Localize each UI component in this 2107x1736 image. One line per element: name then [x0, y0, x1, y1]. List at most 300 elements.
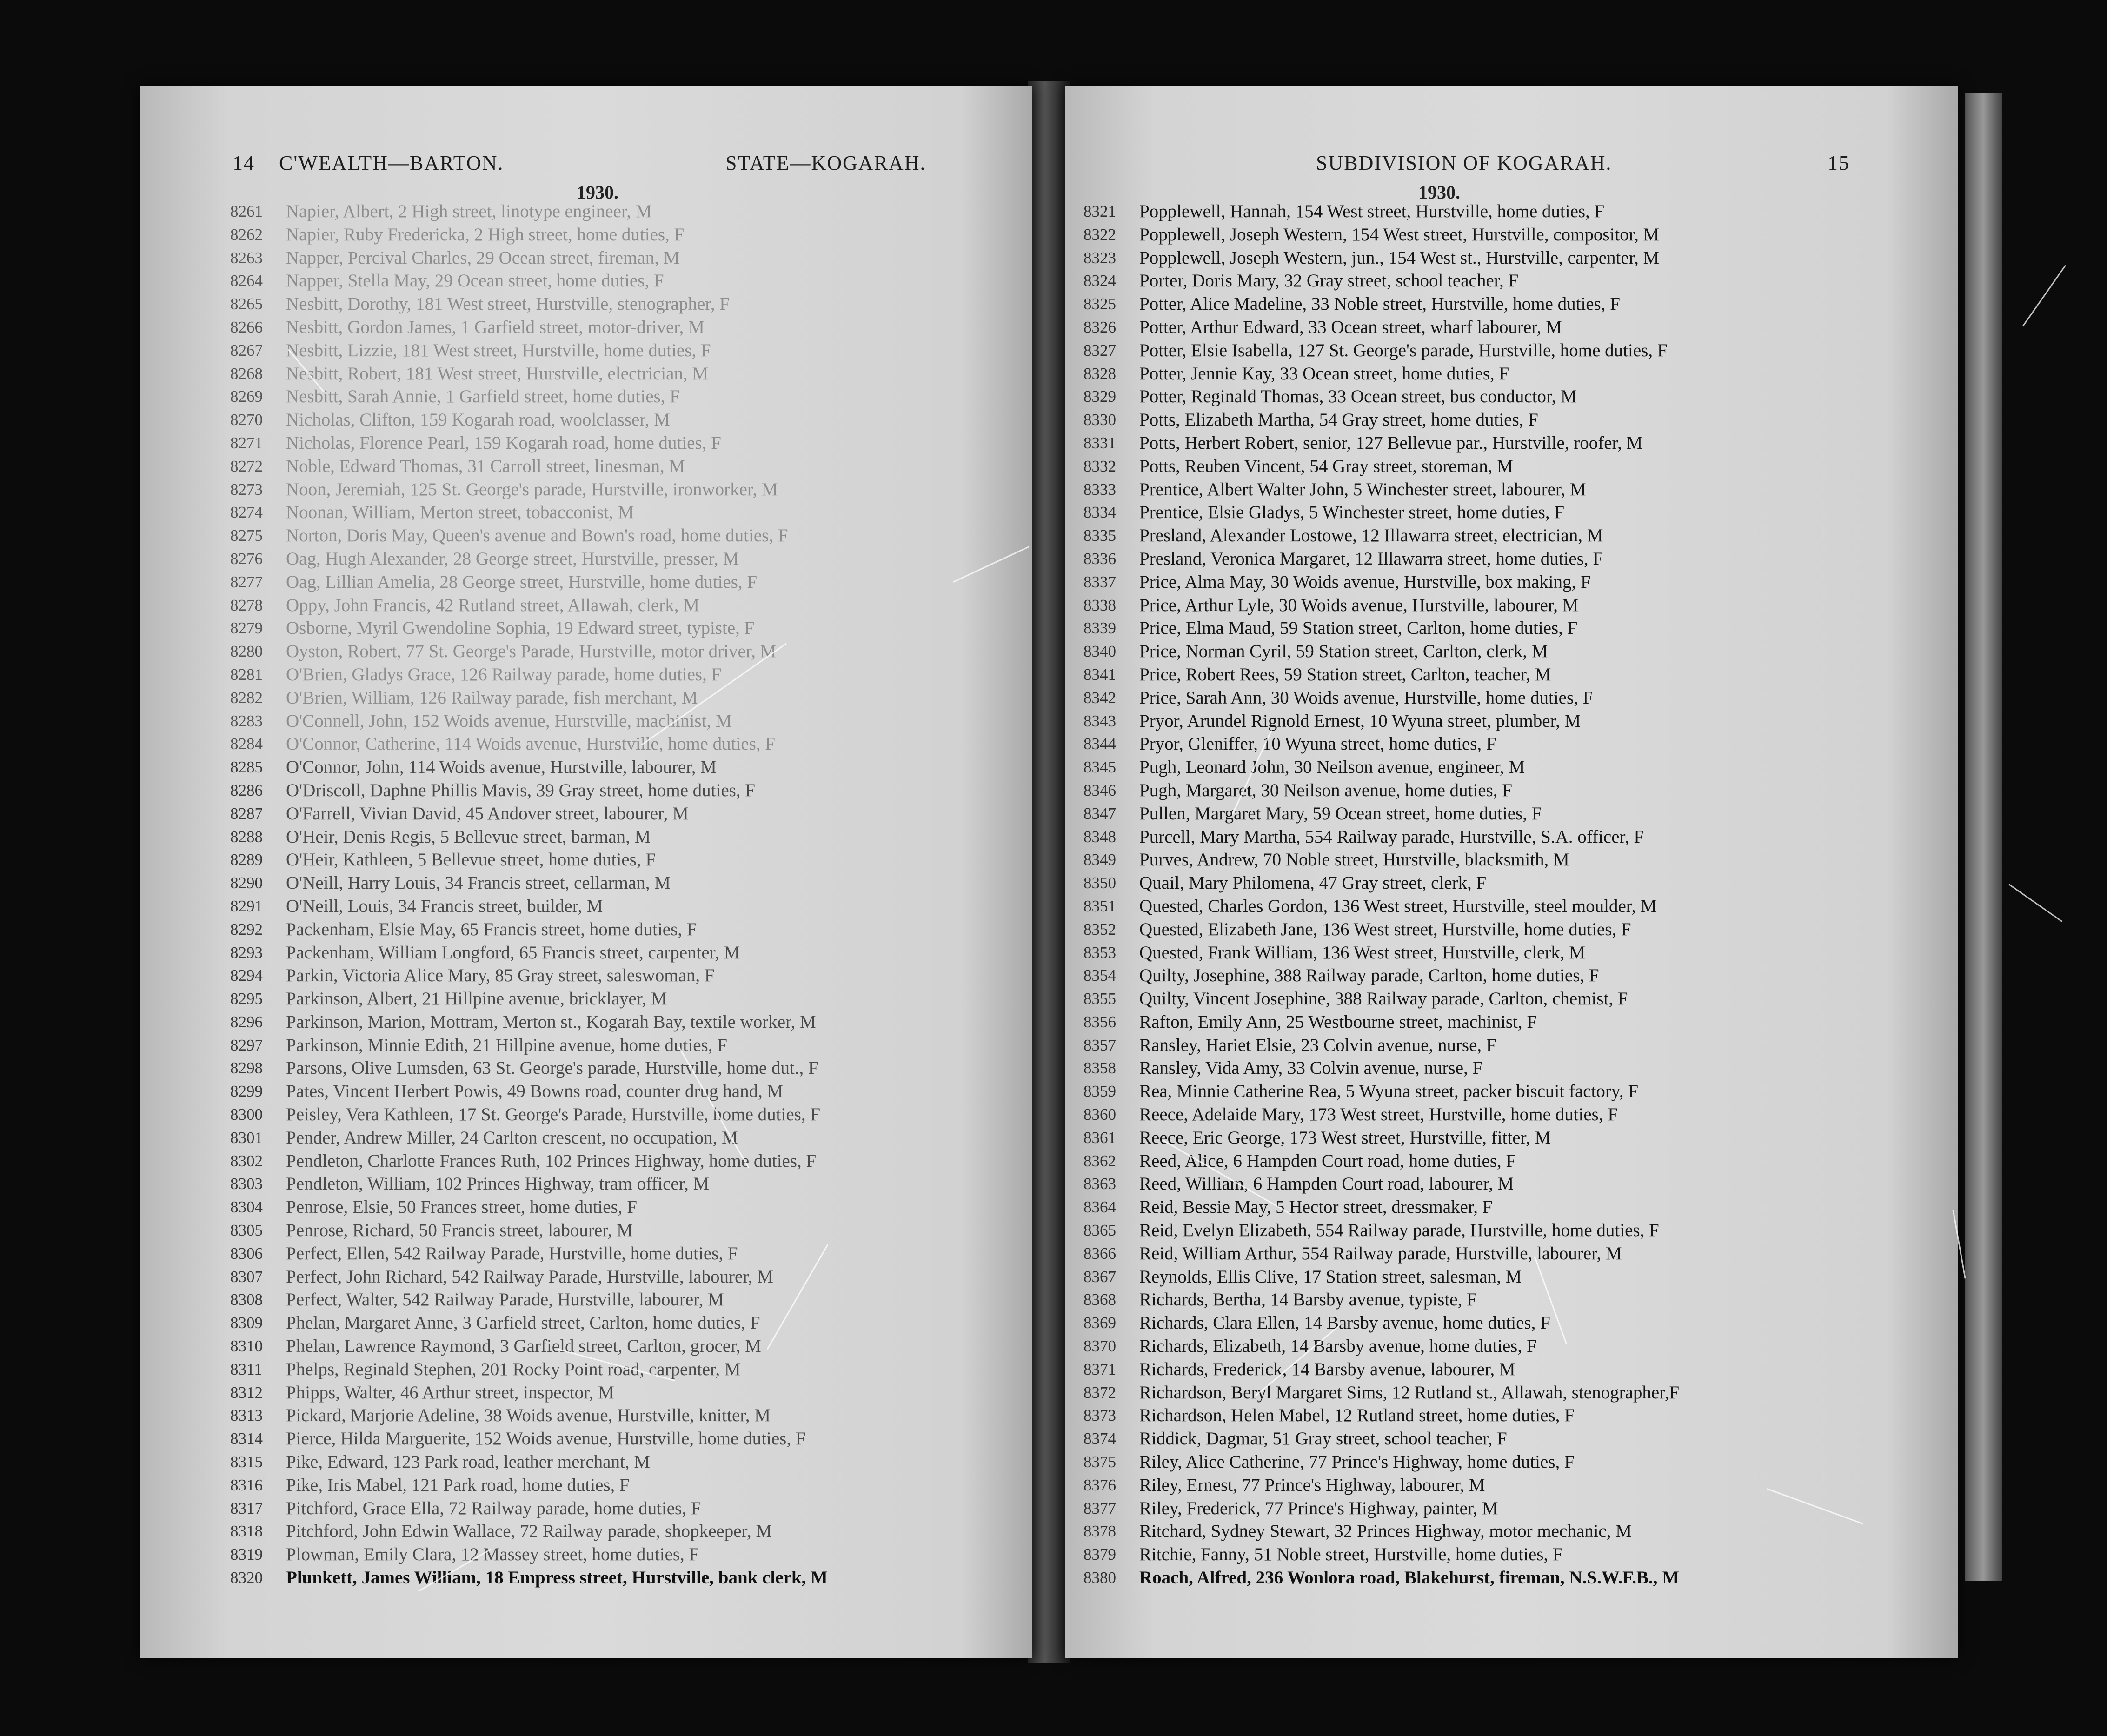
elector-entry	[140, 710, 1032, 733]
entry-number: 8264	[230, 272, 263, 290]
entry-number: 8306	[230, 1244, 263, 1263]
entry-number: 8311	[230, 1360, 262, 1378]
elector-entry	[1065, 1219, 1958, 1242]
entry-number: 8373	[1083, 1406, 1116, 1425]
elector-entry	[1065, 547, 1958, 571]
elector-entry	[1065, 455, 1958, 478]
entry-text: Potter, Elsie Isabella, 127 St. George's parade, Hurstville, home duties, F	[1139, 340, 1668, 360]
entry-number: 8282	[230, 688, 263, 707]
entry-text: Nesbitt, Robert, 181 West street, Hurstville, electrician, M	[286, 363, 709, 384]
entry-number: 8342	[1083, 688, 1116, 707]
entry-number: 8367	[1083, 1267, 1116, 1286]
elector-entry	[140, 895, 1032, 918]
entry-number: 8292	[230, 920, 263, 938]
entry-text: Potts, Elizabeth Martha, 54 Gray street, home duties, F	[1139, 410, 1538, 430]
elector-entry	[140, 339, 1032, 362]
elector-entry	[1065, 1474, 1958, 1497]
entry-number: 8363	[1083, 1175, 1116, 1193]
entry-text: Price, Alma May, 30 Woids avenue, Hurstville, box making, F	[1139, 572, 1591, 592]
entry-number: 8273	[230, 480, 263, 499]
elector-entry	[1065, 408, 1958, 432]
entry-text: Plunkett, James William, 18 Empress street, Hurstville, bank clerk, M	[286, 1568, 828, 1588]
entry-text: Roach, Alfred, 236 Wonlora road, Blakehurst, fireman, N.S.W.F.B., M	[1139, 1568, 1680, 1588]
entry-text: Oppy, John Francis, 42 Rutland street, Allawah, clerk, M	[286, 595, 699, 615]
entry-text: Riley, Ernest, 77 Prince's Highway, labourer, M	[1139, 1475, 1485, 1495]
entry-text: Pugh, Margaret, 30 Neilson avenue, home duties, F	[1139, 780, 1512, 800]
elector-entry	[140, 1427, 1032, 1450]
entry-text: Phelan, Margaret Anne, 3 Garfield street, Carlton, home duties, F	[286, 1313, 760, 1333]
entry-text: Richards, Clara Ellen, 14 Barsby avenue, home duties, F	[1139, 1313, 1550, 1333]
entry-number: 8333	[1083, 480, 1116, 499]
entry-text: Pender, Andrew Miller, 24 Carlton crescent, no occupation, M	[286, 1127, 738, 1148]
elector-entry	[1065, 594, 1958, 617]
elector-entry	[140, 1011, 1032, 1034]
entry-text: Quested, Charles Gordon, 136 West street, Hurstville, steel moulder, M	[1139, 896, 1657, 916]
entry-number: 8263	[230, 248, 263, 267]
entry-text: Perfect, John Richard, 542 Railway Parade, Hurstville, labourer, M	[286, 1266, 773, 1287]
entry-number: 8285	[230, 758, 263, 777]
entry-text: Reynolds, Ellis Clive, 17 Station street, salesman, M	[1139, 1266, 1522, 1287]
elector-entry	[1065, 316, 1958, 339]
entry-text: Pitchford, John Edwin Wallace, 72 Railway parade, shopkeeper, M	[286, 1521, 772, 1542]
elector-entry	[140, 594, 1032, 617]
entry-number: 8336	[1083, 549, 1116, 568]
entry-text: O'Heir, Denis Regis, 5 Bellevue street, barman, M	[286, 826, 651, 847]
elector-entry	[1065, 802, 1958, 825]
elector-entry	[140, 501, 1032, 524]
entry-text: Reid, William Arthur, 554 Railway parade, Hurstville, labourer, M	[1139, 1243, 1622, 1264]
elector-entry	[1065, 1381, 1958, 1404]
entry-number: 8366	[1083, 1244, 1116, 1263]
entry-text: Potter, Alice Madeline, 33 Noble street, Hurstville, home duties, F	[1139, 294, 1620, 314]
entry-number: 8286	[230, 781, 263, 799]
entry-text: Ritchie, Fanny, 51 Noble street, Hurstville, home duties, F	[1139, 1544, 1563, 1565]
elector-entry	[140, 1543, 1032, 1566]
entry-number: 8372	[1083, 1383, 1116, 1402]
entry-text: Porter, Doris Mary, 32 Gray street, school teacher, F	[1139, 271, 1519, 291]
entry-number: 8379	[1083, 1545, 1116, 1564]
entry-number: 8304	[230, 1198, 263, 1217]
entry-text: Perfect, Ellen, 542 Railway Parade, Hurstville, home duties, F	[286, 1243, 738, 1264]
elector-entry	[140, 1381, 1032, 1404]
entry-number: 8308	[230, 1290, 263, 1309]
entry-text: Popplewell, Joseph Western, 154 West street, Hurstville, compositor, M	[1139, 224, 1660, 245]
entry-number: 8368	[1083, 1290, 1116, 1309]
entry-number: 8348	[1083, 827, 1116, 846]
entry-text: Plowman, Emily Clara, 12 Massey street, home duties, F	[286, 1544, 699, 1565]
entry-text: Parkinson, Albert, 21 Hillpine avenue, bricklayer, M	[286, 989, 667, 1009]
elector-list	[140, 200, 1032, 1590]
elector-entry	[1065, 1126, 1958, 1150]
entry-number: 8284	[230, 735, 263, 753]
elector-entry	[140, 293, 1032, 316]
elector-entry	[140, 269, 1032, 293]
elector-entry	[140, 547, 1032, 571]
elector-entry	[1065, 663, 1958, 686]
elector-entry	[140, 1335, 1032, 1358]
entry-number: 8320	[230, 1569, 263, 1587]
entry-number: 8343	[1083, 712, 1116, 730]
left-page-header	[140, 151, 1032, 184]
elector-entry	[140, 200, 1032, 223]
entry-text: O'Connell, John, 152 Woids avenue, Hurstville, machinist, M	[286, 711, 732, 731]
entry-number: 8378	[1083, 1522, 1116, 1541]
entry-text: O'Heir, Kathleen, 5 Bellevue street, home duties, F	[286, 850, 656, 870]
entry-number: 8352	[1083, 920, 1116, 938]
entry-number: 8283	[230, 712, 263, 730]
entry-number: 8303	[230, 1175, 263, 1193]
elector-entry	[140, 1265, 1032, 1289]
elector-entry	[140, 571, 1032, 594]
elector-entry	[140, 941, 1032, 964]
entry-number: 8313	[230, 1406, 263, 1425]
entry-text: Presland, Veronica Margaret, 12 Illawarra street, home duties, F	[1139, 548, 1603, 569]
entry-number: 8300	[230, 1105, 263, 1124]
elector-entry	[1065, 871, 1958, 895]
entry-text: Richardson, Beryl Margaret Sims, 12 Rutland st., Allawah, stenographer,F	[1139, 1382, 1680, 1403]
entry-number: 8265	[230, 295, 263, 313]
entry-text: Purves, Andrew, 70 Noble street, Hurstville, blacksmith, M	[1139, 850, 1569, 870]
elector-entry	[140, 1450, 1032, 1474]
entry-text: Reid, Evelyn Elizabeth, 554 Railway parade, Hurstville, home duties, F	[1139, 1220, 1659, 1241]
entry-number: 8324	[1083, 272, 1116, 290]
entry-text: Potts, Reuben Vincent, 54 Gray street, storeman, M	[1139, 456, 1513, 476]
elector-entry	[1065, 964, 1958, 987]
elector-entry	[1065, 269, 1958, 293]
entry-text: O'Connor, John, 114 Woids avenue, Hurstville, labourer, M	[286, 757, 717, 778]
entry-number: 8319	[230, 1545, 263, 1564]
elector-entry	[140, 918, 1032, 941]
entry-text: Richards, Elizabeth, 14 Barsby avenue, home duties, F	[1139, 1336, 1537, 1357]
entry-text: Price, Arthur Lyle, 30 Woids avenue, Hurstville, labourer, M	[1139, 595, 1579, 615]
entry-number: 8318	[230, 1522, 263, 1541]
entry-text: Packenham, Elsie May, 65 Francis street, home duties, F	[286, 919, 697, 939]
entry-number: 8330	[1083, 411, 1116, 429]
entry-number: 8362	[1083, 1151, 1116, 1170]
entry-number: 8288	[230, 827, 263, 846]
entry-number: 8354	[1083, 966, 1116, 985]
entry-number: 8270	[230, 411, 263, 429]
entry-number: 8371	[1083, 1360, 1116, 1378]
elector-entry	[140, 802, 1032, 825]
elector-entry	[140, 1080, 1032, 1103]
elector-entry	[1065, 617, 1958, 640]
entry-number: 8376	[1083, 1476, 1116, 1494]
entry-number: 8298	[230, 1059, 263, 1078]
entry-text: Riley, Alice Catherine, 77 Prince's Highway, home duties, F	[1139, 1452, 1575, 1472]
entry-text: O'Farrell, Vivian David, 45 Andover street, labourer, M	[286, 803, 689, 824]
elector-entry	[140, 478, 1032, 501]
entry-number: 8338	[1083, 596, 1116, 614]
elector-entry	[1065, 640, 1958, 663]
entry-text: Ransley, Hariet Elsie, 23 Colvin avenue, nurse, F	[1139, 1035, 1496, 1055]
entry-number: 8341	[1083, 665, 1116, 684]
elector-entry	[140, 408, 1032, 432]
entry-number: 8307	[230, 1267, 263, 1286]
elector-entry	[140, 316, 1032, 339]
entry-text: Potter, Jennie Kay, 33 Ocean street, home duties, F	[1139, 363, 1509, 384]
entry-text: Packenham, William Longford, 65 Francis street, carpenter, M	[286, 942, 740, 963]
entry-number: 8332	[1083, 457, 1116, 475]
elector-entry	[140, 1242, 1032, 1265]
entry-text: Phipps, Walter, 46 Arthur street, inspector, M	[286, 1382, 614, 1403]
elector-entry	[140, 1103, 1032, 1126]
entry-number: 8328	[1083, 364, 1116, 383]
elector-entry	[1065, 501, 1958, 524]
entry-text: Pierce, Hilda Marguerite, 152 Woids avenue, Hurstville, home duties, F	[286, 1429, 806, 1449]
entry-number: 8369	[1083, 1314, 1116, 1332]
elector-entry	[1065, 1196, 1958, 1219]
entry-text: Quail, Mary Philomena, 47 Gray street, clerk, F	[1139, 873, 1487, 893]
elector-entry	[140, 617, 1032, 640]
entry-number: 8271	[230, 433, 263, 452]
entry-text: Riley, Frederick, 77 Prince's Highway, painter, M	[1139, 1498, 1498, 1518]
entry-text: Napier, Albert, 2 High street, linotype engineer, M	[286, 201, 652, 221]
entry-number: 8370	[1083, 1337, 1116, 1356]
entry-text: Quilty, Vincent Josephine, 388 Railway parade, Carlton, chemist, F	[1139, 989, 1628, 1009]
entry-text: Reece, Eric George, 173 West street, Hurstville, fitter, M	[1139, 1127, 1551, 1148]
entry-number: 8357	[1083, 1036, 1116, 1054]
elector-entry	[140, 848, 1032, 871]
book-spine	[1028, 81, 1070, 1663]
entry-text: Reed, William, 6 Hampden Court road, labourer, M	[1139, 1174, 1514, 1194]
elector-entry	[140, 640, 1032, 663]
elector-entry	[140, 1474, 1032, 1497]
entry-text: Pitchford, Grace Ella, 72 Railway parade, home duties, F	[286, 1498, 701, 1518]
entry-number: 8375	[1083, 1453, 1116, 1471]
entry-text: Napier, Ruby Fredericka, 2 High street, home duties, F	[286, 224, 685, 245]
elector-entry	[1065, 779, 1958, 802]
entry-text: Parkinson, Marion, Mottram, Merton st., Kogarah Bay, textile worker, M	[286, 1011, 816, 1032]
entry-number: 8351	[1083, 897, 1116, 915]
elector-entry	[1065, 895, 1958, 918]
running-head-state: STATE—KOGARAH.	[725, 152, 926, 174]
entry-text: Potts, Herbert Robert, senior, 127 Bellevue par., Hurstville, roofer, M	[1139, 432, 1643, 453]
elector-entry	[1065, 1450, 1958, 1474]
entry-number: 8323	[1083, 248, 1116, 267]
entry-text: Pike, Edward, 123 Park road, leather merchant, M	[286, 1452, 651, 1472]
entry-text: Rafton, Emily Ann, 25 Westbourne street, machinist, F	[1139, 1011, 1537, 1032]
elector-entry	[140, 524, 1032, 547]
elector-entry	[1065, 478, 1958, 501]
elector-entry	[140, 1288, 1032, 1311]
year-heading: 1930.	[1418, 182, 1460, 203]
elector-entry	[1065, 339, 1958, 362]
entry-text: Prentice, Albert Walter John, 5 Winchester street, labourer, M	[1139, 479, 1586, 499]
entry-text: Ransley, Vida Amy, 33 Colvin avenue, nurse, F	[1139, 1058, 1483, 1078]
entry-number: 8349	[1083, 851, 1116, 869]
entry-text: Rea, Minnie Catherine Rea, 5 Wyuna street, packer biscuit factory, F	[1139, 1081, 1639, 1102]
entry-number: 8299	[230, 1082, 263, 1101]
elector-entry	[1065, 1057, 1958, 1080]
entry-number: 8287	[230, 804, 263, 823]
elector-entry	[140, 1150, 1032, 1173]
entry-text: Oyston, Robert, 77 St. George's Parade, Hurstville, motor driver, M	[286, 641, 777, 662]
entry-number: 8312	[230, 1383, 263, 1402]
entry-text: Pugh, Leonard John, 30 Neilson avenue, engineer, M	[1139, 757, 1525, 778]
entry-text: Riddick, Dagmar, 51 Gray street, school teacher, F	[1139, 1429, 1507, 1449]
entry-number: 8272	[230, 457, 263, 475]
elector-entry	[140, 432, 1032, 455]
entry-number: 8316	[230, 1476, 263, 1494]
entry-text: Nicholas, Florence Pearl, 159 Kogarah road, home duties, F	[286, 432, 721, 453]
entry-text: Nesbitt, Lizzie, 181 West street, Hurstville, home duties, F	[286, 340, 711, 360]
scratch-mark	[2008, 884, 2062, 922]
elector-entry	[140, 663, 1032, 686]
entry-number: 8266	[230, 318, 263, 336]
entry-text: Popplewell, Joseph Western, jun., 154 West st., Hurstville, carpenter, M	[1139, 247, 1660, 268]
entry-text: O'Neill, Harry Louis, 34 Francis street, cellarman, M	[286, 873, 671, 893]
elector-entry	[140, 1034, 1032, 1057]
entry-number: 8275	[230, 526, 263, 545]
elector-entry	[140, 686, 1032, 710]
elector-entry	[1065, 1566, 1958, 1590]
entry-text: Reece, Adelaide Mary, 173 West street, Hurstville, home duties, F	[1139, 1104, 1618, 1125]
elector-entry	[1065, 223, 1958, 246]
entry-number: 8359	[1083, 1082, 1116, 1101]
entry-number: 8315	[230, 1453, 263, 1471]
entry-number: 8305	[230, 1221, 263, 1240]
entry-text: Richards, Bertha, 14 Barsby avenue, typiste, F	[1139, 1290, 1477, 1310]
entry-number: 8296	[230, 1012, 263, 1031]
elector-entry	[1065, 432, 1958, 455]
entry-number: 8301	[230, 1128, 263, 1147]
elector-entry	[1065, 293, 1958, 316]
entry-number: 8295	[230, 990, 263, 1008]
entry-number: 8360	[1083, 1105, 1116, 1124]
entry-text: O'Connor, Catherine, 114 Woids avenue, Hurstville, home duties, F	[286, 734, 775, 754]
page-edge	[1965, 93, 2002, 1581]
entry-number: 8326	[1083, 318, 1116, 336]
elector-entry	[1065, 941, 1958, 964]
entry-text: Noonan, William, Merton street, tobacconist, M	[286, 502, 634, 523]
entry-number: 8329	[1083, 387, 1116, 406]
elector-entry	[140, 223, 1032, 246]
elector-entry	[1065, 1311, 1958, 1335]
entry-number: 8277	[230, 572, 263, 591]
elector-entry	[140, 362, 1032, 386]
entry-text: Perfect, Walter, 542 Railway Parade, Hurstville, labourer, M	[286, 1290, 724, 1310]
elector-entry	[140, 1219, 1032, 1242]
entry-text: Quilty, Josephine, 388 Railway parade, Carlton, home duties, F	[1139, 965, 1599, 986]
entry-number: 8356	[1083, 1012, 1116, 1031]
page-number: 14	[233, 152, 255, 174]
entry-number: 8361	[1083, 1128, 1116, 1147]
entry-number: 8262	[230, 225, 263, 244]
entry-text: Noon, Jeremiah, 125 St. George's parade, Hurstville, ironworker, M	[286, 479, 778, 499]
entry-number: 8337	[1083, 572, 1116, 591]
entry-text: Pike, Iris Mabel, 121 Park road, home duties, F	[286, 1475, 630, 1495]
elector-entry	[140, 1358, 1032, 1381]
elector-entry	[140, 1057, 1032, 1080]
elector-entry	[140, 1311, 1032, 1335]
entry-number: 8346	[1083, 781, 1116, 799]
elector-entry	[1065, 825, 1958, 849]
elector-entry	[140, 871, 1032, 895]
entry-text: Prentice, Elsie Gladys, 5 Winchester street, home duties, F	[1139, 502, 1565, 523]
entry-number: 8267	[230, 341, 263, 359]
entry-text: Napper, Stella May, 29 Ocean street, home duties, F	[286, 271, 664, 291]
entry-number: 8327	[1083, 341, 1116, 359]
elector-entry	[1065, 1543, 1958, 1566]
entry-text: Phelps, Reginald Stephen, 201 Rocky Point road, carpenter, M	[286, 1359, 741, 1379]
entry-number: 8289	[230, 851, 263, 869]
entry-text: Purcell, Mary Martha, 554 Railway parade, Hurstville, S.A. officer, F	[1139, 826, 1644, 847]
elector-entry	[1065, 1172, 1958, 1196]
elector-entry	[140, 1497, 1032, 1520]
entry-number: 8340	[1083, 642, 1116, 661]
entry-text: Osborne, Myril Gwendoline Sophia, 19 Edward street, typiste, F	[286, 618, 755, 639]
elector-entry	[140, 1172, 1032, 1196]
entry-text: Nesbitt, Sarah Annie, 1 Garfield street, home duties, F	[286, 386, 680, 407]
entry-text: Pickard, Marjorie Adeline, 38 Woids avenue, Hurstville, knitter, M	[286, 1405, 771, 1426]
entry-text: Nesbitt, Gordon James, 1 Garfield street, motor-driver, M	[286, 317, 705, 337]
entry-number: 8347	[1083, 804, 1116, 823]
entry-number: 8309	[230, 1314, 263, 1332]
entry-text: Napper, Percival Charles, 29 Ocean street, fireman, M	[286, 247, 680, 268]
entry-text: Ritchard, Sydney Stewart, 32 Princes Highway, motor mechanic, M	[1139, 1521, 1632, 1542]
elector-entry	[1065, 732, 1958, 756]
elector-entry	[1065, 524, 1958, 547]
elector-entry	[1065, 710, 1958, 733]
entry-number: 8374	[1083, 1430, 1116, 1448]
entry-number: 8269	[230, 387, 263, 406]
elector-entry	[1065, 918, 1958, 941]
entry-text: Pendleton, Charlotte Frances Ruth, 102 Princes Highway, home duties, F	[286, 1151, 817, 1171]
entry-number: 8302	[230, 1151, 263, 1170]
page-number: 15	[1828, 152, 1850, 174]
elector-entry	[140, 756, 1032, 779]
running-head-subdivision: SUBDIVISION OF KOGARAH.	[1316, 152, 1612, 174]
running-head-commonwealth: C'WEALTH—BARTON.	[279, 152, 504, 174]
entry-number: 8294	[230, 966, 263, 985]
elector-entry	[140, 779, 1032, 802]
entry-number: 8364	[1083, 1198, 1116, 1217]
entry-text: Parkinson, Minnie Edith, 21 Hillpine avenue, home duties, F	[286, 1035, 727, 1055]
entry-number: 8280	[230, 642, 263, 661]
entry-number: 8345	[1083, 758, 1116, 777]
elector-entry	[1065, 1427, 1958, 1450]
entry-number: 8293	[230, 943, 263, 962]
elector-entry	[1065, 1265, 1958, 1289]
entry-number: 8291	[230, 897, 263, 915]
entry-text: Nesbitt, Dorothy, 181 West street, Hurstville, stenographer, F	[286, 294, 730, 314]
entry-text: Pryor, Arundel Rignold Ernest, 10 Wyuna street, plumber, M	[1139, 711, 1581, 731]
entry-number: 8310	[230, 1337, 263, 1356]
entry-number: 8380	[1083, 1569, 1116, 1587]
entry-text: Price, Robert Rees, 59 Station street, Carlton, teacher, M	[1139, 664, 1551, 685]
entry-number: 8377	[1083, 1499, 1116, 1517]
entry-number: 8353	[1083, 943, 1116, 962]
entry-text: Nicholas, Clifton, 159 Kogarah road, woolclasser, M	[286, 410, 670, 430]
entry-text: Popplewell, Hannah, 154 West street, Hurstville, home duties, F	[1139, 201, 1605, 221]
entry-text: Potter, Reginald Thomas, 33 Ocean street, bus conductor, M	[1139, 386, 1577, 407]
entry-number: 8355	[1083, 990, 1116, 1008]
entry-text: Penrose, Richard, 50 Francis street, labourer, M	[286, 1220, 633, 1241]
entry-number: 8334	[1083, 503, 1116, 522]
entry-text: Price, Elma Maud, 59 Station street, Carlton, home duties, F	[1139, 618, 1578, 639]
entry-text: Presland, Alexander Lostowe, 12 Illawarra street, electrician, M	[1139, 525, 1603, 546]
entry-text: Quested, Elizabeth Jane, 136 West street, Hurstville, home duties, F	[1139, 919, 1631, 939]
right-page	[1065, 86, 1958, 1658]
elector-entry	[1065, 1404, 1958, 1427]
entry-number: 8268	[230, 364, 263, 383]
entry-text: Norton, Doris May, Queen's avenue and Bown's road, home duties, F	[286, 525, 788, 546]
entry-text: Price, Sarah Ann, 30 Woids avenue, Hurstville, home duties, F	[1139, 687, 1593, 708]
entry-number: 8314	[230, 1430, 263, 1448]
entry-text: Penrose, Elsie, 50 Frances street, home duties, F	[286, 1197, 637, 1217]
entry-number: 8290	[230, 874, 263, 892]
